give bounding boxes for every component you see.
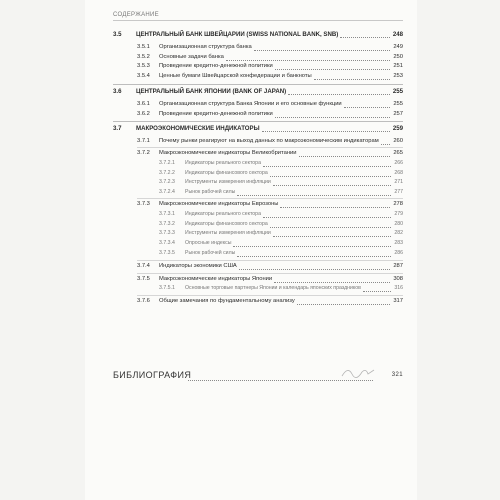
toc-entry-page-number: 255 [392,88,403,95]
toc-entry-number: 3.7.3.1 [159,210,175,217]
toc-entry-title: Опросные индексы [185,240,232,247]
dot-leader [237,186,391,196]
bibliography-title: БИБЛИОГРАФИЯ [113,370,192,380]
toc-entry-page-number: 251 [393,63,403,70]
toc-entry-title: Рынок рабочей силы [185,250,236,256]
toc-entry-number: 3.7.3.4 [159,240,175,247]
dot-leader [274,273,390,283]
toc-entry-number: 3.7.6 [137,298,150,305]
dot-leader [299,147,390,157]
toc-entry-page-number: 278 [393,201,403,207]
dot-leader [340,28,390,38]
toc-entry-page-number: 265 [393,150,403,156]
toc-entry-title: Почему рынки реагируют на выход данных по макроэкономическим индикаторам [159,138,379,145]
toc-entry-number: 3.6 [113,88,122,95]
toc-entry-title: ЦЕНТРАЛЬНЫЙ БАНК ШВЕЙЦАРИИ (SWISS NATIONAL BANK, SNB) [136,31,339,38]
toc-entry-number: 3.7.3 [137,201,150,207]
toc-entry[interactable] [113,297,403,306]
toc-entry-number: 3.7.3.3 [159,230,175,237]
toc-entry-page-number: 248 [392,31,403,38]
toc-entry-number: 3.7.3.5 [159,250,175,256]
toc-entry-number: 3.7.1 [137,138,150,145]
toc-entry-number: 3.5.3 [137,63,150,70]
toc-entry-title: Основные задачи банка [159,53,224,60]
toc-entry-number: 3.7.2.1 [159,159,175,166]
page-header: СОДЕРЖАНИЕ [113,12,403,21]
toc-entry-title: Индикаторы реального сектора [185,159,261,166]
toc-entry-page-number: 317 [393,298,403,305]
dot-leader [314,70,390,80]
dot-leader [270,218,391,228]
dot-leader [263,157,391,167]
toc-entry-number: 3.5.4 [137,73,150,80]
toc-entry-number: 3.7.2.3 [159,179,175,186]
toc-entry[interactable] [113,124,403,133]
toc-entry-title: Общие замечания по фундаментальному анализу [159,298,295,305]
toc-entry[interactable] [113,110,403,119]
toc-entry-page-number: 282 [394,230,403,237]
toc-entry-title: Индикаторы финансового сектора [185,169,268,176]
toc-entry[interactable] [113,30,403,39]
dot-leader [344,98,390,108]
toc-entry-page-number: 266 [394,159,403,166]
toc-entry-number: 3.7 [113,125,122,133]
toc-entry-title: Проведение кредитно-денежной политики [159,63,273,70]
toc-entry-number: 3.7.2.4 [159,189,175,196]
toc-entry-title: Индикаторы реального сектора [185,210,261,217]
toc-entry-number: 3.5.1 [137,43,150,50]
toc-entry-page-number: 271 [394,179,403,186]
toc-entry[interactable] [113,249,403,258]
toc-entry-title: Инструменты измерения инфляции [185,179,271,186]
toc-entry-title: Макроэкономические индикаторы Великобритании [159,150,297,156]
toc-entry-page-number: 316 [394,285,403,292]
toc-entry-page-number: 308 [393,275,403,282]
toc-entry-title: Индикаторы финансового сектора [185,220,268,227]
toc-entry-page-number: 249 [393,43,403,50]
toc-entry-title: Макроэкономические индикаторы Еврозоны [159,201,279,207]
toc-entry-number: 3.6.2 [137,110,150,117]
toc-entry-title: Рынок рабочей силы [185,189,236,196]
toc-entry-title: Макроэкономические индикаторы Японии [159,275,273,282]
toc-entry-page-number: 253 [393,73,403,80]
dot-leader [297,295,390,305]
toc-entry-title: Индикаторы экономики США [159,262,237,269]
toc-entry[interactable] [113,188,403,197]
toc-entry-number: 3.5.2 [137,53,150,60]
toc-entry-number: 3.6.1 [137,100,150,107]
toc-entry-title: Ценные бумаги Швейцарской конфедерации и банкноты [159,73,312,80]
dot-leader [288,85,390,95]
dot-leader [233,237,391,247]
toc-entry[interactable] [113,72,403,81]
dot-leader [237,247,391,257]
toc-entry-title: Организационная структура банка [159,43,252,50]
dot-leader [381,135,390,145]
dot-leader [254,41,390,51]
dot-leader [270,167,391,177]
dot-leader [262,122,390,132]
toc-entry-title: Проведение кредитно-денежной политики [159,110,273,117]
toc-entry-page-number: 259 [392,125,403,133]
toc-entry-page-number: 277 [394,189,403,196]
dot-leader [363,282,391,292]
dot-leader [275,60,390,70]
toc-entry-number: 3.7.5.1 [159,285,175,292]
toc-entry-title: ЦЕНТРАЛЬНЫЙ БАНК ЯПОНИИ (BANK OF JAPAN) [136,88,287,95]
dot-leader [280,198,390,208]
dot-leader [226,51,390,61]
toc-entry-page-number: 283 [394,240,403,247]
toc-entry-page-number: 287 [393,262,403,269]
dot-leader [275,108,390,118]
toc-entry[interactable] [113,262,403,271]
toc-entry[interactable] [113,284,403,293]
toc-entry-page-number: 260 [393,138,403,145]
toc-entry-number: 3.7.2 [137,150,150,156]
toc-entry-page-number: 257 [393,110,403,117]
dot-leader [263,208,391,218]
toc-entry-number: 3.7.5 [137,275,150,282]
toc-entry[interactable] [113,87,403,96]
toc-entry[interactable] [113,137,403,146]
toc-entry-title: Инструменты измерения инфляции [185,230,271,237]
dot-leader [273,176,391,186]
handwritten-mark-icon [340,362,380,382]
dot-leader [273,227,391,237]
toc-entry-title: Организационная структура Банка Японии и его основные функции [159,100,342,107]
toc-entry-number: 3.5 [113,31,122,38]
toc-entry-page-number: 250 [393,53,403,60]
toc-entry[interactable] [113,275,403,284]
toc-entry-number: 3.7.4 [137,262,150,269]
bibliography-page-number: 321 [391,372,403,378]
toc-entry-page-number: 280 [394,220,403,227]
toc-entry-page-number: 286 [394,250,403,256]
toc-entry-page-number: 268 [394,169,403,176]
toc-entry-title: Основные торговые партнеры Японии и календарь японских праздников [185,285,361,292]
dot-leader [239,260,390,270]
toc-entry-page-number: 279 [394,210,403,217]
toc-entry-number: 3.7.3.2 [159,220,175,227]
toc-entry-title: МАКРОЭКОНОМИЧЕСКИЕ ИНДИКАТОРЫ [136,125,260,133]
toc-entry-page-number: 255 [393,100,403,107]
toc-entry-number: 3.7.2.2 [159,169,175,176]
